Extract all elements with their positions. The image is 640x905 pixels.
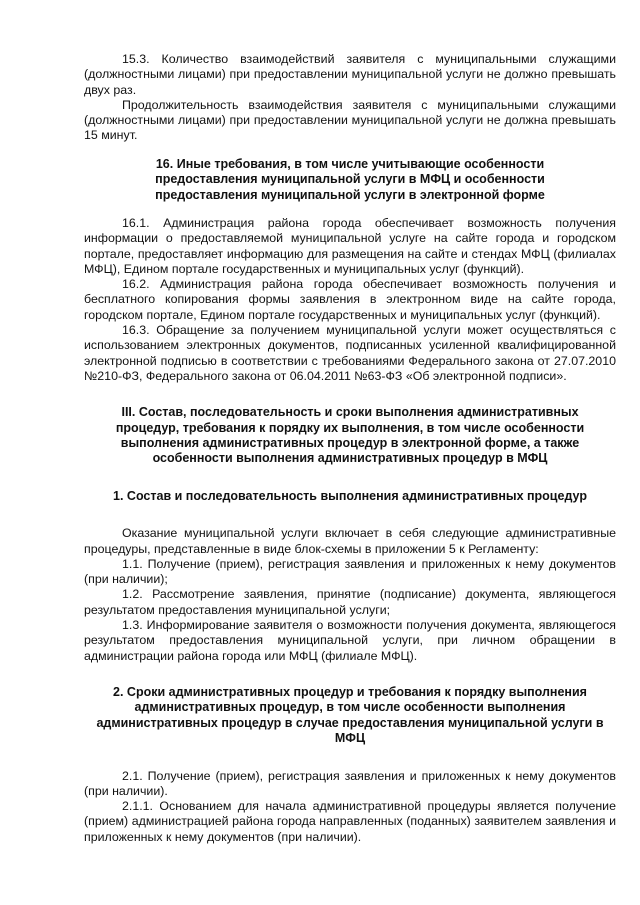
- heading-section-16: 16. Иные требования, в том числе учитывающие особенности предоставления муниципальной услуги в МФЦ и особенности предоставления муниципальной услуги в электронной форме: [155, 156, 545, 202]
- heading-subsection-1: 1. Состав и последовательность выполнения административных процедур: [113, 488, 587, 503]
- document-body: [84, 52, 616, 845]
- paragraph-16-2: 16.2. Администрация района города обеспечивает возможность получения и бесплатного копирования формы заявления в электронном виде на сайте города, городском портале, Едином портале государственных и муниципальных услуг (функций).: [84, 277, 616, 322]
- paragraph-2-1: 2.1. Получение (прием), регистрация заявления и приложенных к нему документов (при наличии).: [84, 768, 616, 798]
- paragraph-1-1: 1.1. Получение (прием), регистрация заявления и приложенных к нему документов (при наличии);: [84, 556, 616, 587]
- paragraph-duration: Продолжительность взаимодействия заявителя с муниципальными служащими (должностными лицами) при предоставлении муниципальной услуги не должна превышать 15 минут.: [84, 97, 616, 143]
- heading-subsection-2: 2. Сроки административных процедур и требования к порядку выполнения административных процедур, в том числе особенности выполнения административных процедур в случае предоставления муниципальной услуги в МФЦ: [96, 684, 604, 746]
- heading-part-III: III. Состав, последовательность и сроки выполнения административных процедур, требования к порядку их выполнения, в том числе особенности выполнения административных процедур в электронной форме, а также особенности выполнения административных процедур в МФЦ: [115, 405, 585, 466]
- paragraph-1-3: 1.3. Информирование заявителя о возможности получения документа, являющегося результатом предоставления муниципальной услуги, при личном обращении в администрации района города или МФЦ (филиале МФЦ).: [84, 618, 616, 663]
- paragraph-2-1-1: 2.1.1. Основанием для начала административной процедуры является получение (прием) администрацией района города направленных (поданных) заявителем заявления и приложенных к нему документов (при наличии).: [84, 799, 616, 844]
- paragraph-1-2: 1.2. Рассмотрение заявления, принятие (подписание) документа, являющегося результатом предоставления муниципальной услуги;: [84, 587, 616, 617]
- paragraph-16-3: 16.3. Обращение за получением муниципальной услуги может осуществляться с использованием электронных документов, подписанных усиленной квалифицированной электронной подписью в соответствии с требованиями Федерального закона от 27.07.2010 №210-ФЗ, Федерального закона от 06.04.2011 №63-ФЗ «Об электронной подписи».: [84, 323, 616, 383]
- paragraph-intro: Оказание муниципальной услуги включает в себя следующие административные процедуры, представленные в виде блок-схемы в приложении 5 к Регламенту:: [84, 526, 616, 556]
- paragraph-16-1: 16.1. Администрация района города обеспечивает возможность получения информации о предоставляемой муниципальной услуге на сайте города и городском портале, предоставляет информацию для размещения на сайте и стендах МФЦ (филиалах МФЦ), Едином портале государственных и муниципальных услуг (функций).: [84, 216, 616, 276]
- paragraph-15-3: 15.3. Количество взаимодействий заявителя с муниципальными служащими (должностными лицами) при предоставлении муниципальной услуги не должно превышать двух раз.: [84, 52, 616, 97]
